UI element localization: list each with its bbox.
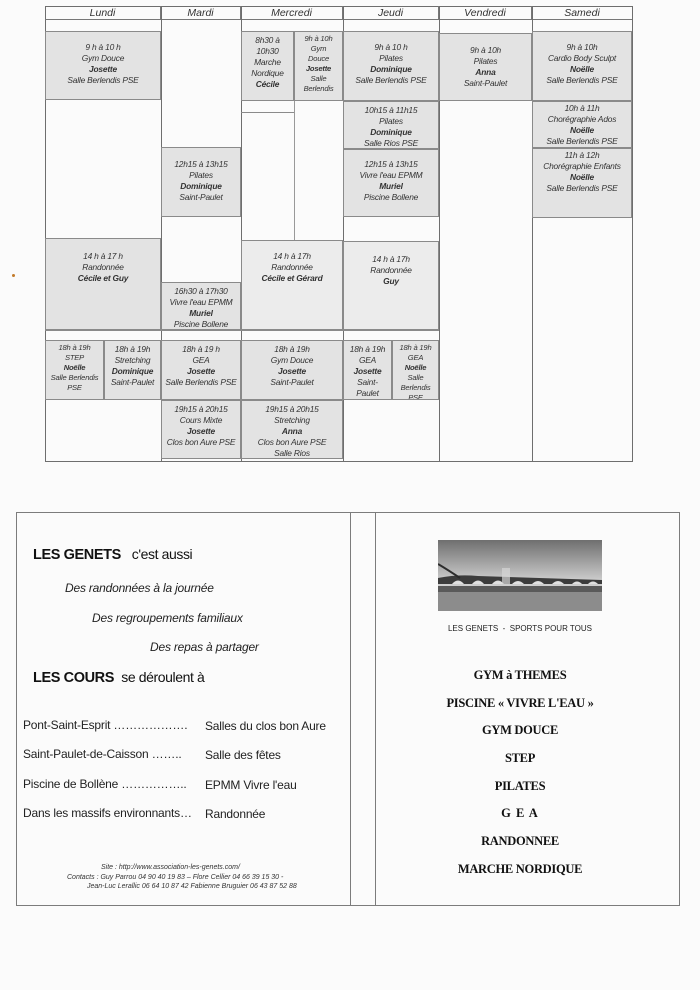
session-card: 18h à 19 h GEA Josette Salle Berlendis PSE [161, 340, 241, 400]
session-card: 16h30 à 17h30 Vivre l'eau EPMM Muriel Piscine Bollene [161, 282, 241, 330]
activity-item: PILATES [494, 779, 546, 793]
day-header-jeudi: Jeudi [343, 6, 439, 20]
session-card: 9 h à 10 h Gym Douce Josette Salle Berlendis PSE [45, 31, 161, 100]
contact-line: Contacts : Guy Parrou 04 90 40 19 83 – Flore Cellier 04 66 39 15 30 - [67, 873, 284, 881]
contact-line: Jean-Luc Lerallic 06 64 10 87 42 Fabienne Bruguier 06 43 87 52 88 [87, 883, 297, 890]
session-card: 9h à 10h Cardio Body Sculpt Noëlle Salle Berlendis PSE [532, 31, 632, 101]
activity-item: GYM à THEMES [473, 668, 567, 682]
session-card: 10h15 à 11h15 Pilates Dominique Salle Rios PSE [343, 101, 439, 149]
location-venue: Salles du clos bon Aure [205, 719, 326, 733]
activity-item: GYM DOUCE [481, 723, 559, 737]
location-town: Piscine de Bollène …………….. [23, 777, 187, 791]
location-venue: Randonnée [205, 807, 266, 821]
activity-item: PISCINE « VIVRE L'EAU » [446, 696, 594, 710]
flyer-subtitle: LES GENETS - SPORTS POUR TOUS [447, 624, 593, 633]
session-card: 9h à 10 h Pilates Dominique Salle Berlendis PSE [343, 31, 439, 101]
activity-item: RANDONNEE [481, 834, 559, 848]
location-town: Saint-Paulet-de-Caisson …….. [23, 747, 182, 761]
intro-heading [33, 546, 192, 563]
session-card: 12h15 à 13h15 Pilates Dominique Saint-Paulet [161, 147, 241, 217]
day-header-samedi: Samedi [532, 6, 632, 20]
session-card: 14 h à 17h Randonnée Guy [343, 241, 439, 330]
courses-title: LES COURS [33, 670, 114, 686]
session-card: 14 h à 17h Randonnée Cécile et Gérard [241, 240, 343, 330]
day-header-vendredi: Vendredi [439, 6, 532, 20]
session-card: 18h à 19h GEA Josette Saint- Paulet [343, 340, 392, 400]
session-card: 18h à 19h STEP Noëlle Salle Berlendis PSE [45, 340, 104, 400]
intro-title: LES GENETS [33, 547, 121, 563]
weekly-timetable [0, 0, 700, 470]
session-card: 14 h à 17 h Randonnée Cécile et Guy [45, 238, 161, 330]
intro-suffix: c'est aussi [131, 546, 193, 562]
session-card: 10h à 11h Chorégraphie Ados Noëlle Salle Berlendis PSE [532, 101, 632, 148]
location-town: Dans les massifs environnants… [23, 806, 192, 820]
session-card: 9h à 10h Gym Douce Josette Salle Berlendis [294, 31, 343, 101]
day-header-lundi: Lundi [45, 6, 161, 20]
session-card: 8h30 à 10h30 Marche Nordique Cécile [241, 31, 294, 101]
contact-site: Site : http://www.association-les-genets.com/ [101, 864, 240, 871]
bridge-illustration [438, 540, 602, 611]
location-venue: EPMM Vivre l'eau [205, 778, 297, 792]
day-header-mercredi: Mercredi [241, 6, 343, 20]
extra-item: Des regroupements familiaux [92, 611, 243, 625]
activity-item: G E A [501, 806, 539, 820]
row-divider [241, 112, 294, 113]
session-card: 11h à 12h Chorégraphie Enfants Noëlle Salle Berlendis PSE [532, 148, 632, 218]
activity-item: STEP [504, 751, 536, 765]
courses-heading [33, 669, 204, 686]
session-card: 18h à 19h GEA Noëlle Salle Berlendis PSE [392, 340, 439, 400]
courses-suffix: se déroulent à [121, 669, 205, 685]
extra-item: Des repas à partager [150, 640, 259, 654]
row-divider [45, 330, 439, 331]
day-header-mardi: Mardi [161, 6, 241, 20]
session-card: 19h15 à 20h15 Cours Mixte Josette Clos bon Aure PSE [161, 400, 241, 459]
extra-item: Des randonnées à la journée [65, 581, 214, 595]
contact-block [67, 863, 347, 892]
location-town: Pont-Saint-Esprit ………………. [23, 718, 188, 732]
bridge-photo [438, 540, 602, 611]
session-card: 19h15 à 20h15 Stretching Anna Clos bon Aure PSE Salle Rios [241, 400, 343, 459]
activity-item: MARCHE NORDIQUE [457, 862, 583, 876]
session-card: 18h à 19h Stretching Dominique Saint-Paulet [104, 340, 161, 400]
scan-speck [12, 274, 15, 277]
session-card: 12h15 à 13h15 Vivre l'eau EPMM Muriel Piscine Bollene [343, 149, 439, 217]
session-card: 18h à 19h Gym Douce Josette Saint-Paulet [241, 340, 343, 400]
session-card: 9h à 10h Pilates Anna Saint-Paulet [439, 33, 532, 101]
location-venue: Salle des fêtes [205, 748, 281, 762]
